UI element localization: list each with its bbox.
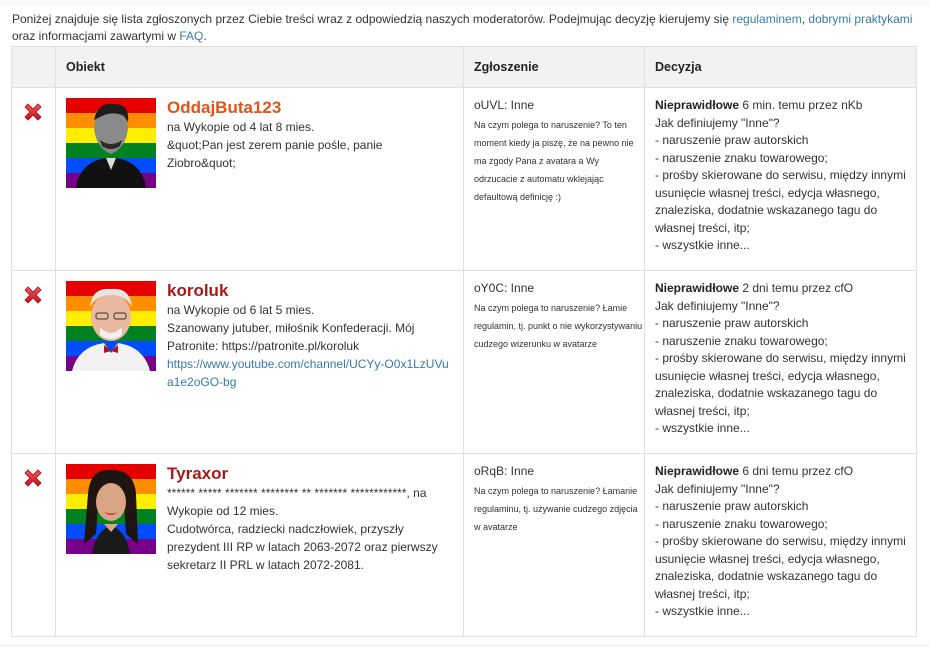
decision-status: Nieprawidłowe bbox=[655, 281, 740, 295]
user-since: na Wykopie od 4 lat 8 mies. bbox=[167, 120, 315, 134]
report-code: oRqB: Inne bbox=[474, 464, 535, 478]
decision-line: Jak definiujemy "Inne"? bbox=[655, 298, 780, 313]
decision-meta: 6 dni temu przez cfO bbox=[739, 464, 854, 478]
decision-line: - naruszenie znaku towarowego; bbox=[655, 516, 828, 531]
decision-line: - naruszenie praw autorskich bbox=[655, 316, 809, 330]
avatar[interactable] bbox=[66, 464, 156, 554]
table-row bbox=[12, 271, 917, 454]
header-empty bbox=[12, 47, 56, 88]
faq-link[interactable]: FAQ bbox=[179, 29, 204, 43]
decision-line: - naruszenie praw autorskich bbox=[655, 133, 809, 147]
delete-cell bbox=[12, 454, 56, 637]
report-cell bbox=[464, 88, 645, 271]
avatar[interactable] bbox=[66, 281, 156, 371]
decision-meta: 2 dni temu przez cfO bbox=[739, 281, 854, 295]
decision-line: - naruszenie znaku towarowego; bbox=[655, 150, 828, 165]
decision-cell bbox=[645, 88, 917, 271]
delete-cell bbox=[12, 271, 56, 454]
top-strip bbox=[0, 0, 929, 6]
table-header-row bbox=[12, 47, 917, 88]
decision-line: - prośby skierowane do serwisu, między innymi usunięcie własnej treści, edycja własnego, znaleziska, dodatnie wskazanego tagu do własnej treści, itp; bbox=[655, 351, 906, 418]
intro-text-end: . bbox=[203, 29, 207, 43]
intro-text-start: Poniżej znajduje się lista zgłoszonych przez Ciebie treści wraz z odpowiedzią naszych moderatorów. Podejmując decyzję kierujemy się bbox=[12, 12, 733, 26]
delete-x-icon[interactable] bbox=[22, 101, 44, 123]
object-cell bbox=[56, 271, 464, 454]
decision-line: - wszystkie inne... bbox=[655, 238, 750, 252]
decision-line: Jak definiujemy "Inne"? bbox=[655, 481, 780, 496]
header-report: Zgłoszenie bbox=[464, 47, 645, 88]
dobre-praktyki-link[interactable]: dobrymi praktykami bbox=[808, 12, 913, 26]
user-since: na Wykopie od 6 lat 5 mies. bbox=[167, 303, 315, 317]
decision-line: - wszystkie inne... bbox=[655, 421, 750, 435]
report-code: oUVL: Inne bbox=[474, 98, 535, 112]
decision-cell bbox=[645, 454, 917, 637]
delete-cell bbox=[12, 88, 56, 271]
user-description: Szanowany jutuber, miłośnik Konfederacji. Mój Patronite: https://patronite.pl/koroluk bbox=[167, 321, 415, 353]
object-cell bbox=[56, 88, 464, 271]
report-text: Na czym polega to naruszenie? To ten moment kiedy ja piszę, że na pewno nie ma zgody Pana z avatara a Wy odrzucacie z automatu wklejając defaultową definicję :) bbox=[474, 120, 634, 202]
header-decision: Decyzja bbox=[645, 47, 917, 88]
decision-line: - naruszenie znaku towarowego; bbox=[655, 333, 828, 348]
decision-status: Nieprawidłowe bbox=[655, 98, 740, 112]
decision-meta: 6 min. temu przez nKb bbox=[739, 98, 863, 112]
decision-status: Nieprawidłowe bbox=[655, 464, 740, 478]
user-description: Cudotwórca, radziecki nadczłowiek, przyszły prezydent III RP w latach 2063-2072 oraz pierwszy sekretarz II PRL w latach 2072-2081. bbox=[167, 522, 438, 572]
report-cell bbox=[464, 454, 645, 637]
decision-line: - wszystkie inne... bbox=[655, 604, 750, 618]
intro-comma: , bbox=[801, 12, 806, 26]
user-description: &quot;Pan jest zerem panie pośle, panie Ziobro&quot; bbox=[167, 138, 383, 170]
youtube-channel-link[interactable]: https://www.youtube.com/channel/UCYy-O0x1LzUVua1e2oGO-bg bbox=[167, 357, 449, 389]
decision-line: Jak definiujemy "Inne"? bbox=[655, 115, 780, 130]
table-row bbox=[12, 88, 917, 271]
regulamin-link[interactable]: regulaminem bbox=[732, 12, 802, 26]
table-row bbox=[12, 454, 917, 637]
avatar[interactable] bbox=[66, 98, 156, 188]
report-text: Na czym polega to naruszenie? Łamanie regulaminu, tj. używanie cudzego zdjęcia w avatarze bbox=[474, 486, 638, 532]
report-cell bbox=[464, 271, 645, 454]
intro-text-middle: oraz informacjami zawartymi w bbox=[12, 29, 180, 43]
decision-cell bbox=[645, 271, 917, 454]
user-nick-link[interactable]: Tyraxor bbox=[167, 464, 229, 483]
report-text: Na czym polega to naruszenie? Łamie regulamin, tj. punkt o nie wykorzystywaniu cudzego wizerunku w avatarze bbox=[474, 303, 643, 349]
user-nick-link[interactable]: koroluk bbox=[167, 281, 229, 300]
user-nick-link[interactable]: OddajButa123 bbox=[167, 98, 282, 117]
user-since: ****** ***** ******* ******** ** ******* ************, na Wykopie od 12 mies. bbox=[167, 486, 427, 518]
intro-text bbox=[12, 11, 917, 45]
decision-line: - naruszenie praw autorskich bbox=[655, 499, 809, 513]
object-cell bbox=[56, 454, 464, 637]
decision-line: - prośby skierowane do serwisu, między innymi usunięcie własnej treści, edycja własnego, znaleziska, dodatnie wskazanego tagu do własnej treści, itp; bbox=[655, 534, 906, 601]
report-code: oY0C: Inne bbox=[474, 281, 535, 295]
delete-x-icon[interactable] bbox=[22, 284, 44, 306]
reports-table bbox=[11, 46, 917, 637]
header-object: Obiekt bbox=[56, 47, 464, 88]
delete-x-icon[interactable] bbox=[22, 467, 44, 489]
decision-line: - prośby skierowane do serwisu, między innymi usunięcie własnej treści, edycja własnego, znaleziska, dodatnie wskazanego tagu do własnej treści, itp; bbox=[655, 168, 906, 235]
